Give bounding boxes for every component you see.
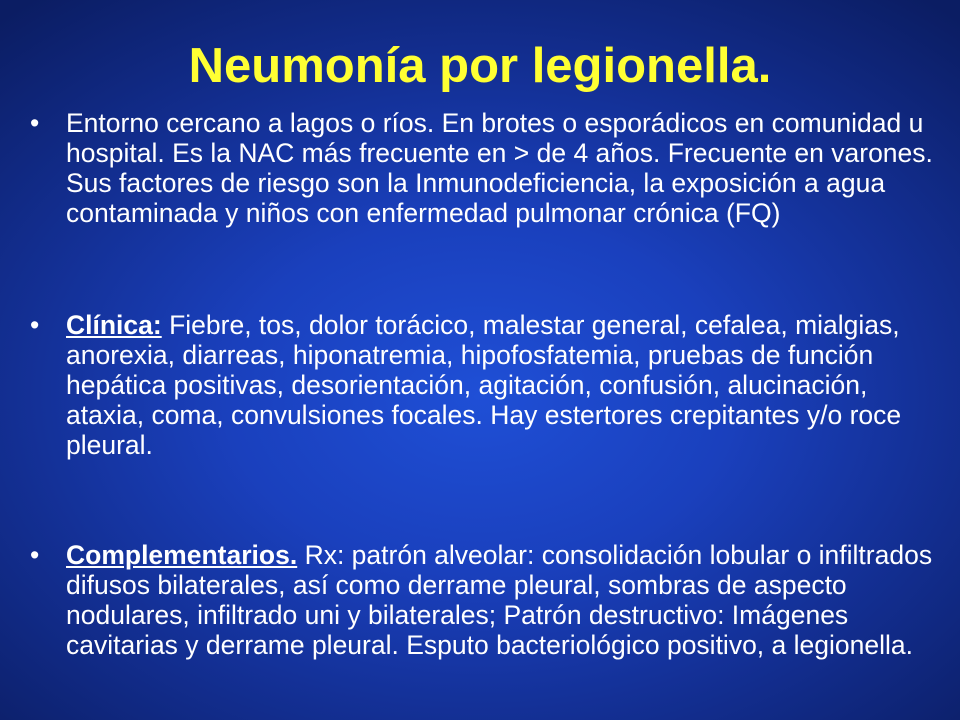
bullet-label: Complementarios. <box>66 540 298 570</box>
bullet-label: Clínica: <box>66 310 162 340</box>
bullet-dot-icon: • <box>30 540 40 570</box>
bullet-text: Rx: patrón alveolar: consolidación lobular o infiltrados difusos bilaterales, así como derrame pleural, sombras de aspecto nodulares, infiltrado uni y bilaterales; Patrón destructivo: Imágenes cavitarias y derrame pleural. Esputo bacteriológico positivo, a legionella. <box>66 540 933 660</box>
slide-title: Neumonía por legionella. <box>188 39 772 93</box>
bullet-item-entorno <box>30 108 935 228</box>
bullet-text: Entorno cercano a lagos o ríos. En brotes o esporádicos en comunidad u hospital. Es la NAC más frecuente en > de 4 años. Frecuente en varones. Sus factores de riesgo son la Inmunodeficiencia, la exposición a agua contaminada y niños con enfermedad pulmonar crónica (FQ) <box>66 108 933 228</box>
bullet-text: Fiebre, tos, dolor torácico, malestar general, cefalea, mialgias, anorexia, diarreas, hiponatremia, hipofosfatemia, pruebas de función hepática positivas, desorientación, agitación, confusión, alucinación, ataxia, coma, convulsiones focales. Hay estertores crepitantes y/o roce pleural. <box>66 310 902 460</box>
bullet-content <box>66 540 935 660</box>
bullet-content <box>66 310 935 460</box>
bullet-dot-icon: • <box>30 310 40 340</box>
bullet-item-complementarios <box>30 540 935 660</box>
bullet-item-clinica <box>30 310 935 460</box>
bullet-dot-icon: • <box>30 108 40 138</box>
